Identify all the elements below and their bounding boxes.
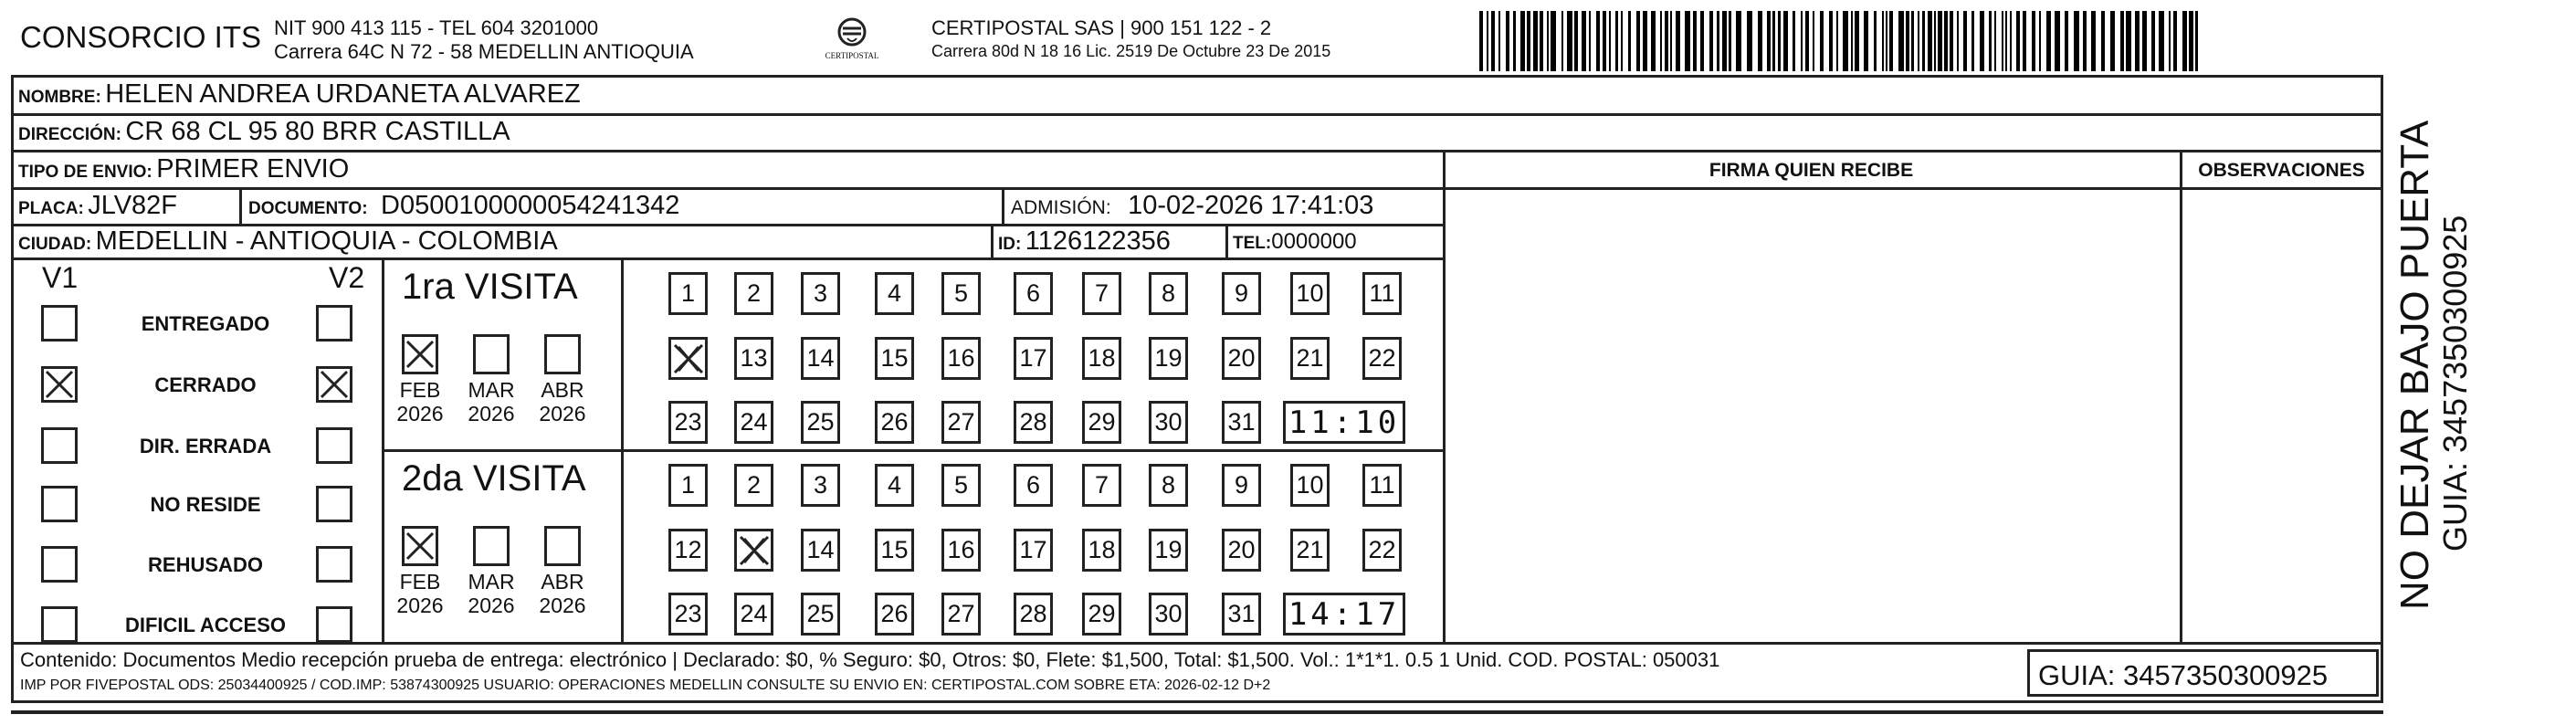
nit-line: NIT 900 413 115 - TEL 604 3201000 bbox=[274, 16, 599, 39]
day-box[interactable]: 1 bbox=[668, 464, 708, 507]
status-option-label: ENTREGADO bbox=[141, 312, 270, 335]
barcode-bar bbox=[1670, 11, 1672, 71]
direccion-value: CR 68 CL 95 80 BRR CASTILLA bbox=[125, 117, 510, 146]
admision-value: 10-02-2026 17:41:03 bbox=[1128, 191, 1374, 220]
obs-column-border bbox=[2180, 150, 2182, 642]
contenido-text: Contenido: Documentos Medio recepción prueba de entrega: electrónico | Declarado: $0, % Seguro: $0, Otros: $0, Flete: $1,500, Total: $1,500. Vol.: 1*1*1. 0.5 1 Unid. COD. POSTAL: 050031 bbox=[20, 648, 1720, 671]
barcode-bar bbox=[1971, 11, 1974, 71]
barcode-bar bbox=[1793, 11, 1795, 71]
direccion-label: DIRECCIÓN: bbox=[18, 125, 121, 144]
day-box[interactable] bbox=[734, 529, 773, 572]
month-year: 2026 bbox=[468, 402, 515, 426]
day-box[interactable]: 16 bbox=[941, 529, 981, 572]
day-box[interactable]: 6 bbox=[1014, 464, 1053, 507]
day-box[interactable]: 17 bbox=[1014, 337, 1053, 380]
barcode-bar bbox=[1491, 11, 1495, 71]
day-box[interactable]: 8 bbox=[1149, 464, 1188, 507]
barcode-bar bbox=[2091, 11, 2096, 71]
no-dejar-vertical: NO DEJAR BAJO PUERTA bbox=[2392, 120, 2437, 610]
barcode-bar bbox=[1567, 11, 1572, 71]
barcode-bar bbox=[1487, 11, 1488, 71]
barcode-bar bbox=[1928, 11, 1932, 71]
v2-label: V2 bbox=[329, 261, 365, 294]
month-checkbox[interactable] bbox=[473, 334, 510, 374]
barcode-bar bbox=[1934, 11, 1936, 71]
barcode-bar bbox=[2010, 11, 2012, 71]
certipostal-line: CERTIPOSTAL SAS | 900 151 122 - 2 bbox=[931, 16, 1272, 39]
address-line: Carrera 64C N 72 - 58 MEDELLIN ANTIOQUIA bbox=[274, 40, 694, 63]
barcode-bar bbox=[1621, 11, 1623, 71]
documento-cell bbox=[248, 193, 679, 219]
day-box[interactable]: 27 bbox=[941, 401, 981, 444]
barcode-bar bbox=[1736, 11, 1741, 71]
ciudad-divider bbox=[991, 224, 994, 257]
day-box[interactable]: 5 bbox=[941, 464, 981, 507]
barcode-bar bbox=[2101, 11, 2105, 71]
id-cell bbox=[998, 228, 1171, 255]
v1-checkbox[interactable] bbox=[41, 305, 78, 341]
barcode-bar bbox=[1882, 11, 1884, 71]
day-box[interactable]: 14 bbox=[801, 337, 840, 380]
documento-label: DOCUMENTO: bbox=[248, 199, 368, 218]
day-box[interactable]: 11 bbox=[1362, 272, 1402, 315]
month-checkbox[interactable] bbox=[544, 334, 581, 374]
documento-value: D0500100000054241342 bbox=[381, 191, 680, 220]
day-box[interactable]: 3 bbox=[801, 272, 840, 315]
barcode-bar bbox=[2083, 11, 2087, 71]
row-line-3 bbox=[11, 187, 1445, 190]
day-box[interactable]: 13 bbox=[734, 337, 773, 380]
barcode-bar bbox=[1957, 11, 1959, 71]
visit-time[interactable]: 11:10 bbox=[1283, 401, 1405, 444]
barcode-bar bbox=[2074, 11, 2079, 71]
day-box[interactable]: 21 bbox=[1290, 337, 1330, 380]
barcode-bar bbox=[1513, 11, 1516, 71]
direccion-row bbox=[18, 119, 510, 145]
barcode-bar bbox=[1874, 11, 1877, 71]
day-box[interactable]: 12 bbox=[668, 529, 708, 572]
placa-divider bbox=[239, 187, 242, 224]
barcode-bar bbox=[2002, 11, 2003, 71]
day-box[interactable]: 24 bbox=[734, 401, 773, 444]
barcode-bar bbox=[1665, 11, 1668, 71]
day-box[interactable]: 29 bbox=[1082, 401, 1121, 444]
firma-header: FIRMA QUIEN RECIBE bbox=[1709, 160, 1914, 181]
row-line-1 bbox=[11, 113, 2383, 116]
placa-value: JLV82F bbox=[88, 191, 178, 220]
barcode-bar bbox=[1561, 11, 1563, 71]
barcode-bar bbox=[2159, 11, 2164, 71]
month-year: 2026 bbox=[396, 402, 444, 426]
row-line-3b bbox=[1443, 187, 2383, 190]
tel-value: 0000000 bbox=[1271, 229, 1357, 254]
day-box[interactable]: 29 bbox=[1082, 593, 1121, 636]
month-year: 2026 bbox=[396, 594, 444, 618]
month-checkbox[interactable] bbox=[402, 334, 438, 374]
barcode-bar bbox=[2032, 11, 2035, 71]
day-box[interactable]: 14 bbox=[801, 529, 840, 572]
barcode-bar bbox=[2005, 11, 2007, 71]
month-year: 2026 bbox=[539, 594, 586, 618]
id-value: 1126122356 bbox=[1025, 226, 1171, 256]
v2-checkbox[interactable] bbox=[316, 305, 352, 341]
day-box[interactable]: 3 bbox=[801, 464, 840, 507]
tipo-value: PRIMER ENVIO bbox=[156, 154, 350, 184]
status-option-label: DIR. ERRADA bbox=[139, 435, 272, 457]
admision-label: ADMISIÓN: bbox=[1011, 197, 1111, 218]
day-box[interactable]: 4 bbox=[875, 272, 914, 315]
visit-title: 2da VISITA bbox=[402, 458, 586, 499]
day-box[interactable]: 25 bbox=[801, 593, 840, 636]
barcode-bar bbox=[1551, 11, 1556, 71]
placa-cell bbox=[18, 193, 177, 219]
certipostal-logo bbox=[811, 16, 893, 64]
day-box[interactable]: 30 bbox=[1149, 593, 1188, 636]
month-label bbox=[457, 378, 526, 426]
barcode-bar bbox=[1693, 11, 1697, 71]
status-option-label: NO RESIDE bbox=[150, 493, 261, 516]
nombre-label: NOMBRE: bbox=[18, 88, 101, 107]
barcode-bar bbox=[1596, 11, 1600, 71]
tel-label: TEL: bbox=[1233, 234, 1272, 253]
day-box[interactable]: 19 bbox=[1149, 337, 1188, 380]
day-box[interactable]: 26 bbox=[875, 401, 914, 444]
month-name: FEB bbox=[399, 570, 441, 594]
day-box[interactable]: 16 bbox=[941, 337, 981, 380]
month-year: 2026 bbox=[468, 594, 515, 618]
tel-cell bbox=[1233, 231, 1357, 253]
status-option-label: CERRADO bbox=[154, 373, 257, 396]
guia-vertical: GUIA: 3457350300925 bbox=[2436, 215, 2474, 552]
v1-checkbox[interactable] bbox=[41, 366, 78, 403]
day-box[interactable]: 30 bbox=[1149, 401, 1188, 444]
month-name: ABR bbox=[541, 570, 584, 594]
nombre-value: HELEN ANDREA URDANETA ALVAREZ bbox=[105, 79, 581, 109]
barcode-bar bbox=[2169, 11, 2171, 71]
barcode-bar bbox=[2195, 11, 2198, 71]
day-box[interactable]: 11 bbox=[1362, 464, 1402, 507]
barcode-bar bbox=[1527, 11, 1530, 71]
barcode-bar bbox=[1547, 11, 1549, 71]
barcode-bar bbox=[2046, 11, 2051, 71]
barcode-bar bbox=[1836, 11, 1838, 71]
barcode-bar bbox=[2055, 11, 2060, 71]
barcode-bar bbox=[1660, 11, 1662, 71]
barcode-bar bbox=[1722, 11, 1727, 71]
day-box[interactable]: 9 bbox=[1222, 272, 1261, 315]
ciudad-value: MEDELLIN - ANTIOQUIA - COLOMBIA bbox=[95, 226, 558, 256]
id-label: ID: bbox=[998, 235, 1022, 254]
barcode-bar bbox=[1574, 11, 1578, 71]
v2-checkbox[interactable] bbox=[316, 486, 352, 522]
day-box[interactable]: 17 bbox=[1014, 529, 1053, 572]
barcode-bar bbox=[1533, 11, 1538, 71]
day-box[interactable]: 20 bbox=[1222, 337, 1261, 380]
day-box[interactable]: 22 bbox=[1362, 529, 1402, 572]
month-name: MAR bbox=[468, 570, 515, 594]
barcode-bar bbox=[2142, 11, 2147, 71]
certipostal-logo-icon bbox=[834, 16, 870, 47]
day-box[interactable]: 2 bbox=[734, 272, 773, 315]
barcode-bar bbox=[1922, 11, 1925, 71]
barcode-bar bbox=[1603, 11, 1606, 71]
barcode-bar bbox=[1918, 11, 1919, 71]
day-box[interactable]: 31 bbox=[1222, 401, 1261, 444]
placa-label: PLACA: bbox=[18, 199, 84, 218]
barcode-bar bbox=[1855, 11, 1859, 71]
barcode-bar bbox=[1772, 11, 1775, 71]
ciudad-label: CIUDAD: bbox=[18, 235, 92, 254]
v1-label: V1 bbox=[42, 261, 79, 294]
barcode-bar bbox=[1801, 11, 1803, 71]
barcode-bar bbox=[1700, 11, 1704, 71]
barcode-bar bbox=[1989, 11, 1992, 71]
day-box[interactable]: 28 bbox=[1014, 401, 1053, 444]
nombre-row bbox=[18, 81, 581, 108]
month-name: ABR bbox=[541, 378, 584, 402]
v1-checkbox[interactable] bbox=[41, 486, 78, 522]
day-box[interactable]: 15 bbox=[875, 529, 914, 572]
day-box[interactable]: 23 bbox=[668, 401, 708, 444]
barcode-bar bbox=[1717, 11, 1719, 71]
tipo-label: TIPO DE ENVIO: bbox=[18, 163, 152, 182]
day-box[interactable]: 6 bbox=[1014, 272, 1053, 315]
status-option-label: REHUSADO bbox=[148, 553, 263, 576]
day-box[interactable]: 27 bbox=[941, 593, 981, 636]
barcode-bar bbox=[1805, 11, 1809, 71]
barcode-bar bbox=[2189, 11, 2193, 71]
barcode-bar bbox=[1498, 11, 1500, 71]
day-box[interactable]: 15 bbox=[875, 337, 914, 380]
row-line-5 bbox=[11, 257, 1445, 260]
month-checkbox[interactable] bbox=[402, 526, 438, 566]
day-box[interactable]: 31 bbox=[1222, 593, 1261, 636]
v2-checkbox[interactable] bbox=[316, 546, 352, 583]
barcode-bar bbox=[1767, 11, 1771, 71]
brand-name: CONSORCIO ITS bbox=[20, 20, 262, 54]
barcode-bar bbox=[1820, 11, 1824, 71]
barcode-bar bbox=[1889, 11, 1893, 71]
month-label bbox=[385, 570, 455, 618]
barcode-bar bbox=[1709, 11, 1713, 71]
barcode-bar bbox=[1520, 11, 1525, 71]
barcode-bar bbox=[1589, 11, 1591, 71]
barcode-bar bbox=[1685, 11, 1690, 71]
barcode-bar bbox=[2182, 11, 2187, 71]
day-box[interactable]: 21 bbox=[1290, 529, 1330, 572]
status-option-label: DIFICIL ACCESO bbox=[124, 614, 286, 636]
day-box[interactable]: 26 bbox=[875, 593, 914, 636]
barcode-bar bbox=[1636, 11, 1640, 71]
v1-checkbox[interactable] bbox=[41, 546, 78, 583]
barcode-bar bbox=[1864, 11, 1868, 71]
v1-checkbox[interactable] bbox=[41, 606, 78, 643]
day-box[interactable]: 20 bbox=[1222, 529, 1261, 572]
v1-checkbox[interactable] bbox=[41, 427, 78, 464]
barcode-bar bbox=[2023, 11, 2026, 71]
barcode-bar bbox=[2173, 11, 2177, 71]
id-divider bbox=[1225, 224, 1228, 257]
barcode-bar bbox=[1783, 11, 1788, 71]
barcode-bar bbox=[1906, 11, 1909, 71]
barcode-bar bbox=[2135, 11, 2140, 71]
bottom-rule bbox=[11, 710, 2383, 714]
barcode-bar bbox=[1980, 11, 1984, 71]
day-box[interactable]: 23 bbox=[668, 593, 708, 636]
barcode-bar bbox=[1582, 11, 1586, 71]
barcode-bar bbox=[1994, 11, 1996, 71]
barcode-bar bbox=[1843, 11, 1848, 71]
month-label bbox=[385, 378, 455, 426]
row-line-2 bbox=[11, 150, 2383, 152]
month-year: 2026 bbox=[539, 402, 586, 426]
barcode-bar bbox=[2110, 11, 2115, 71]
barcode-bar bbox=[2120, 11, 2124, 71]
barcode-bar bbox=[1729, 11, 1731, 71]
day-box[interactable]: 4 bbox=[875, 464, 914, 507]
barcode bbox=[1479, 11, 2201, 71]
day-box[interactable]: 19 bbox=[1149, 529, 1188, 572]
admision-cell bbox=[1011, 193, 1373, 219]
day-box[interactable]: 8 bbox=[1149, 272, 1188, 315]
visits-row-divider bbox=[382, 449, 1443, 452]
barcode-bar bbox=[1911, 11, 1914, 71]
v2-checkbox[interactable] bbox=[316, 427, 352, 464]
day-box[interactable]: 1 bbox=[668, 272, 708, 315]
barcode-bar bbox=[2065, 11, 2068, 71]
barcode-bar bbox=[2039, 11, 2041, 71]
barcode-bar bbox=[1886, 11, 1887, 71]
month-name: FEB bbox=[399, 378, 441, 402]
visit-title: 1ra VISITA bbox=[402, 267, 578, 307]
barcode-bar bbox=[1651, 11, 1656, 71]
guia-box-text: GUIA: 3457350300925 bbox=[2038, 659, 2329, 691]
day-box[interactable]: 10 bbox=[1290, 272, 1330, 315]
month-checkbox[interactable] bbox=[473, 526, 510, 566]
barcode-bar bbox=[2151, 11, 2155, 71]
barcode-bar bbox=[1676, 11, 1680, 71]
barcode-bar bbox=[1609, 11, 1611, 71]
month-checkbox[interactable] bbox=[544, 526, 581, 566]
barcode-bar bbox=[1851, 11, 1853, 71]
visit-time[interactable]: 14:17 bbox=[1283, 593, 1405, 636]
row-line-footer bbox=[11, 642, 2383, 645]
observaciones-header: OBSERVACIONES bbox=[2198, 160, 2365, 181]
barcode-bar bbox=[1898, 11, 1904, 71]
barcode-bar bbox=[1628, 11, 1631, 71]
barcode-bar bbox=[2126, 11, 2131, 71]
day-box[interactable]: 10 bbox=[1290, 464, 1330, 507]
day-box[interactable]: 28 bbox=[1014, 593, 1053, 636]
license-line: Carrera 80d N 18 16 Lic. 2519 De Octubre 23 De 2015 bbox=[931, 42, 1331, 60]
day-box[interactable]: 7 bbox=[1082, 272, 1121, 315]
imp-text: IMP POR FIVEPOSTAL ODS: 25034400925 / COD.IMP: 53874300925 USUARIO: OPERACIONES MEDELLIN CONSULTE SU ENVIO EN: CERTIPOSTAL.COM SOBRE ETA: 2026-02-12 D+2 bbox=[20, 678, 1271, 693]
ciudad-cell bbox=[18, 228, 558, 255]
documento-divider bbox=[1002, 187, 1004, 224]
day-box[interactable]: 7 bbox=[1082, 464, 1121, 507]
barcode-bar bbox=[1944, 11, 1948, 71]
barcode-bar bbox=[1950, 11, 1953, 71]
barcode-bar bbox=[1963, 11, 1967, 71]
month-label bbox=[457, 570, 526, 618]
barcode-bar bbox=[1778, 11, 1781, 71]
firma-column-border bbox=[1443, 150, 1446, 642]
day-box[interactable] bbox=[668, 337, 708, 380]
barcode-bar bbox=[2016, 11, 2020, 71]
barcode-bar bbox=[1540, 11, 1543, 71]
day-box[interactable]: 22 bbox=[1362, 337, 1402, 380]
day-box[interactable]: 25 bbox=[801, 401, 840, 444]
day-box[interactable]: 18 bbox=[1082, 337, 1121, 380]
month-label bbox=[528, 570, 597, 618]
tipo-row bbox=[18, 156, 349, 183]
day-box[interactable]: 5 bbox=[941, 272, 981, 315]
logo-caption: CERTIPOSTAL bbox=[825, 51, 879, 60]
day-box[interactable]: 9 bbox=[1222, 464, 1261, 507]
day-box[interactable]: 2 bbox=[734, 464, 773, 507]
barcode-bar bbox=[1829, 11, 1833, 71]
v2-checkbox[interactable] bbox=[316, 366, 352, 403]
barcode-bar bbox=[1758, 11, 1762, 71]
day-box[interactable]: 18 bbox=[1082, 529, 1121, 572]
barcode-bar bbox=[1938, 11, 1942, 71]
month-name: MAR bbox=[468, 378, 515, 402]
barcode-bar bbox=[1479, 11, 1483, 71]
barcode-bar bbox=[1506, 11, 1509, 71]
barcode-bar bbox=[1615, 11, 1618, 71]
barcode-bar bbox=[1747, 11, 1752, 71]
barcode-bar bbox=[1643, 11, 1647, 71]
barcode-bar bbox=[1813, 11, 1814, 71]
day-box[interactable]: 24 bbox=[734, 593, 773, 636]
month-label bbox=[528, 378, 597, 426]
v2-checkbox[interactable] bbox=[316, 606, 352, 643]
